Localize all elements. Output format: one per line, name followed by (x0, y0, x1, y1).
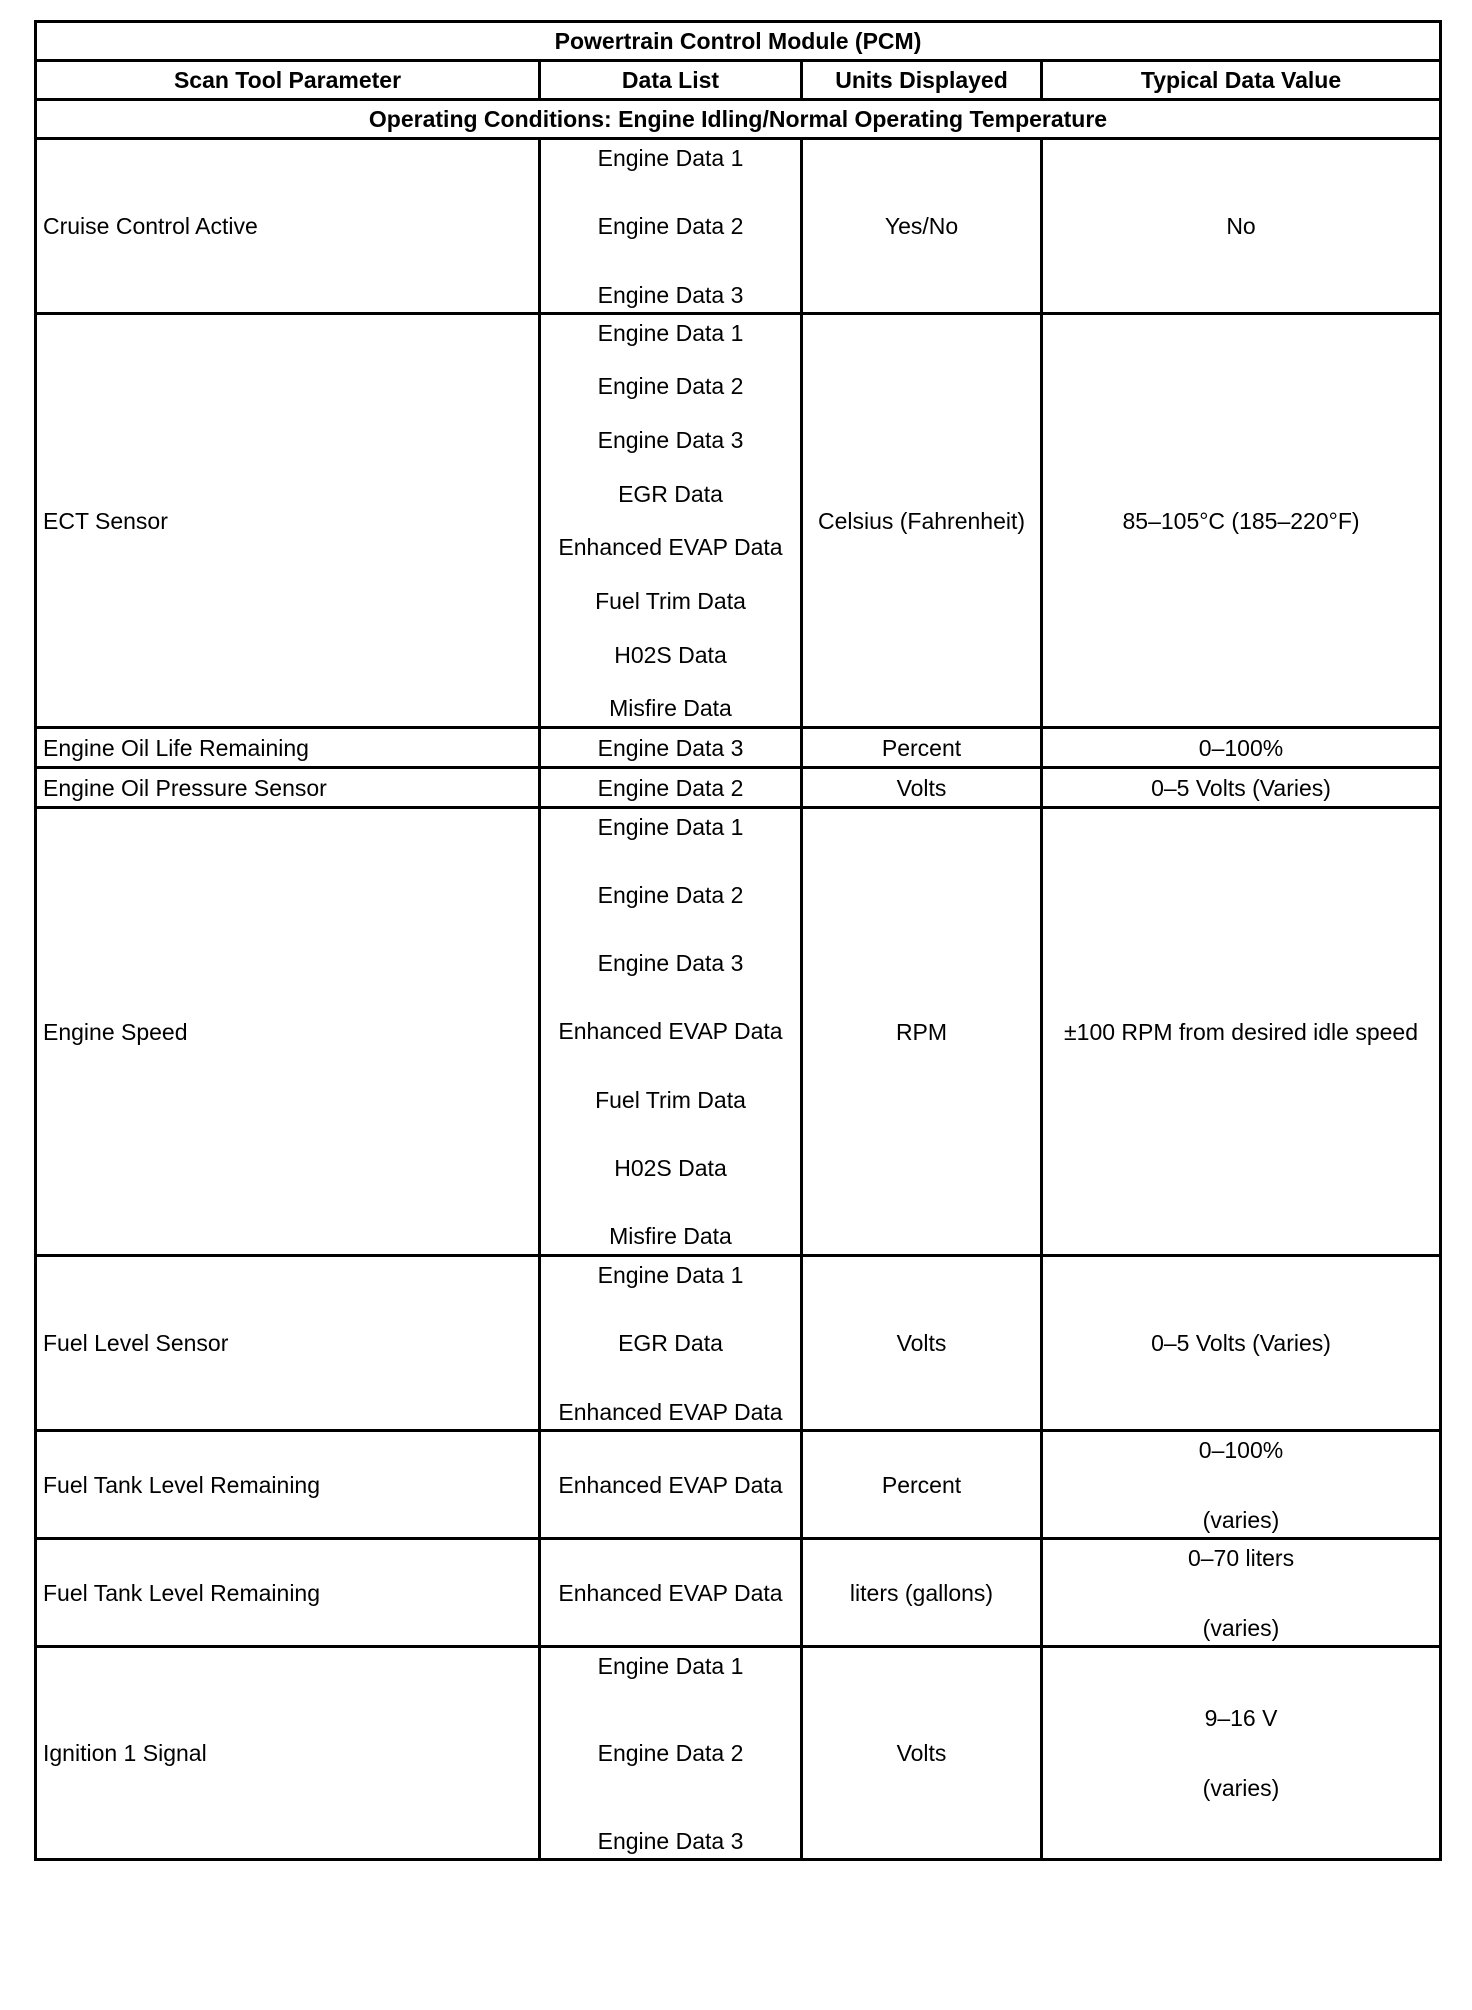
typical-value-cell (1042, 314, 1441, 728)
typical-value-text: 0–100% (1198, 734, 1284, 761)
typical-value-text: ±100 RPM from desired idle speed (1064, 1018, 1418, 1045)
data-list-item: Engine Data 3 (597, 1827, 744, 1854)
typical-value-cell (1042, 139, 1441, 314)
data-list-item: EGR Data (618, 1330, 723, 1356)
data-list-item: Misfire Data (609, 1223, 732, 1250)
data-list-cell (540, 314, 802, 728)
data-list-item: Engine Data 2 (597, 213, 744, 239)
pcm-data-table (34, 20, 1442, 1861)
units-cell: Volts (802, 1647, 1042, 1860)
table-title-row (36, 22, 1441, 61)
data-list-item: Engine Data 1 (597, 319, 744, 346)
data-list-item: Misfire Data (609, 695, 732, 722)
data-list-cell (540, 1539, 802, 1647)
parameter-cell: Fuel Tank Level Remaining (36, 1539, 540, 1647)
typical-value-text: 0–100% (1198, 1436, 1284, 1463)
table-row (36, 1539, 1441, 1647)
units-cell: RPM (802, 808, 1042, 1256)
data-list-item: H02S Data (614, 1155, 727, 1182)
data-list-item: Fuel Trim Data (595, 1086, 746, 1113)
data-list-cell (540, 1647, 802, 1860)
typical-value-cell (1042, 808, 1441, 1256)
typical-value-text: 0–70 liters (1187, 1544, 1295, 1571)
data-list-cell (540, 728, 802, 768)
typical-value-cell (1042, 1431, 1441, 1539)
units-cell: Volts (802, 1256, 1042, 1431)
data-list-cell (540, 139, 802, 314)
typical-value-cell (1042, 728, 1441, 768)
data-list-item: Engine Data 2 (597, 1740, 744, 1766)
table-row (36, 1647, 1441, 1860)
data-list-item: Enhanced EVAP Data (558, 1579, 783, 1606)
typical-value-cell (1042, 1647, 1441, 1860)
data-list-item: Engine Data 3 (597, 281, 744, 308)
data-list-item: Enhanced EVAP Data (558, 1398, 783, 1425)
table-row (36, 139, 1441, 314)
data-list-cell (540, 808, 802, 1256)
data-list-item: Enhanced EVAP Data (558, 1471, 783, 1498)
table-row (36, 1431, 1441, 1539)
data-list-item: Engine Data 2 (597, 373, 744, 400)
typical-value-text: (varies) (1202, 1775, 1280, 1801)
column-header-row (36, 61, 1441, 100)
operating-conditions-row (36, 100, 1441, 139)
data-list-item: Engine Data 3 (597, 734, 744, 761)
data-list-cell (540, 1256, 802, 1431)
data-list-item: Enhanced EVAP Data (558, 1018, 783, 1045)
units-cell: Volts (802, 768, 1042, 808)
units-cell: Celsius (Fahrenheit) (802, 314, 1042, 728)
typical-value-text: 0–5 Volts (Varies) (1151, 1330, 1331, 1356)
parameter-cell: Ignition 1 Signal (36, 1647, 540, 1860)
operating-conditions: Operating Conditions: Engine Idling/Normal Operating Temperature (36, 100, 1441, 139)
table-row (36, 314, 1441, 728)
table-row (36, 1256, 1441, 1431)
typical-value-cell (1042, 1539, 1441, 1647)
data-list-item: Engine Data 1 (597, 144, 744, 171)
parameter-cell: Engine Oil Life Remaining (36, 728, 540, 768)
table-row (36, 808, 1441, 1256)
data-list-item: Engine Data 3 (597, 950, 744, 977)
parameter-cell: Cruise Control Active (36, 139, 540, 314)
parameter-cell: Engine Speed (36, 808, 540, 1256)
units-cell: Percent (802, 728, 1042, 768)
units-cell: Percent (802, 1431, 1042, 1539)
typical-value-text: 85–105°C (185–220°F) (1122, 507, 1360, 534)
parameter-cell: Engine Oil Pressure Sensor (36, 768, 540, 808)
parameter-cell: Fuel Tank Level Remaining (36, 1431, 540, 1539)
table-body (36, 139, 1441, 1860)
typical-value-cell (1042, 1256, 1441, 1431)
data-list-item: Fuel Trim Data (595, 588, 746, 615)
parameter-cell: ECT Sensor (36, 314, 540, 728)
data-list-item: H02S Data (614, 641, 727, 668)
table-row (36, 768, 1441, 808)
typical-value-text: 0–5 Volts (Varies) (1151, 774, 1331, 801)
header-typical-data-value: Typical Data Value (1042, 61, 1441, 100)
data-list-item: Enhanced EVAP Data (558, 534, 783, 561)
header-data-list: Data List (540, 61, 802, 100)
data-list-cell (540, 768, 802, 808)
data-list-item: Engine Data 2 (597, 881, 744, 908)
data-list-cell (540, 1431, 802, 1539)
table-row (36, 728, 1441, 768)
header-units-displayed: Units Displayed (802, 61, 1042, 100)
units-cell: liters (gallons) (802, 1539, 1042, 1647)
typical-value-text: (varies) (1202, 1506, 1280, 1533)
data-list-item: Engine Data 3 (597, 426, 744, 453)
units-cell: Yes/No (802, 139, 1042, 314)
data-list-item: Engine Data 1 (597, 813, 744, 840)
parameter-cell: Fuel Level Sensor (36, 1256, 540, 1431)
data-list-item: Engine Data 2 (597, 774, 744, 801)
data-list-item: EGR Data (618, 480, 723, 507)
typical-value-text: (varies) (1202, 1614, 1280, 1641)
data-list-item: Engine Data 1 (597, 1652, 744, 1679)
typical-value-text: No (1226, 213, 1256, 239)
typical-value-cell (1042, 768, 1441, 808)
table-title: Powertrain Control Module (PCM) (36, 22, 1441, 61)
data-list-item: Engine Data 1 (597, 1261, 744, 1288)
typical-value-text: 9–16 V (1204, 1705, 1278, 1731)
header-scan-tool-parameter: Scan Tool Parameter (36, 61, 540, 100)
